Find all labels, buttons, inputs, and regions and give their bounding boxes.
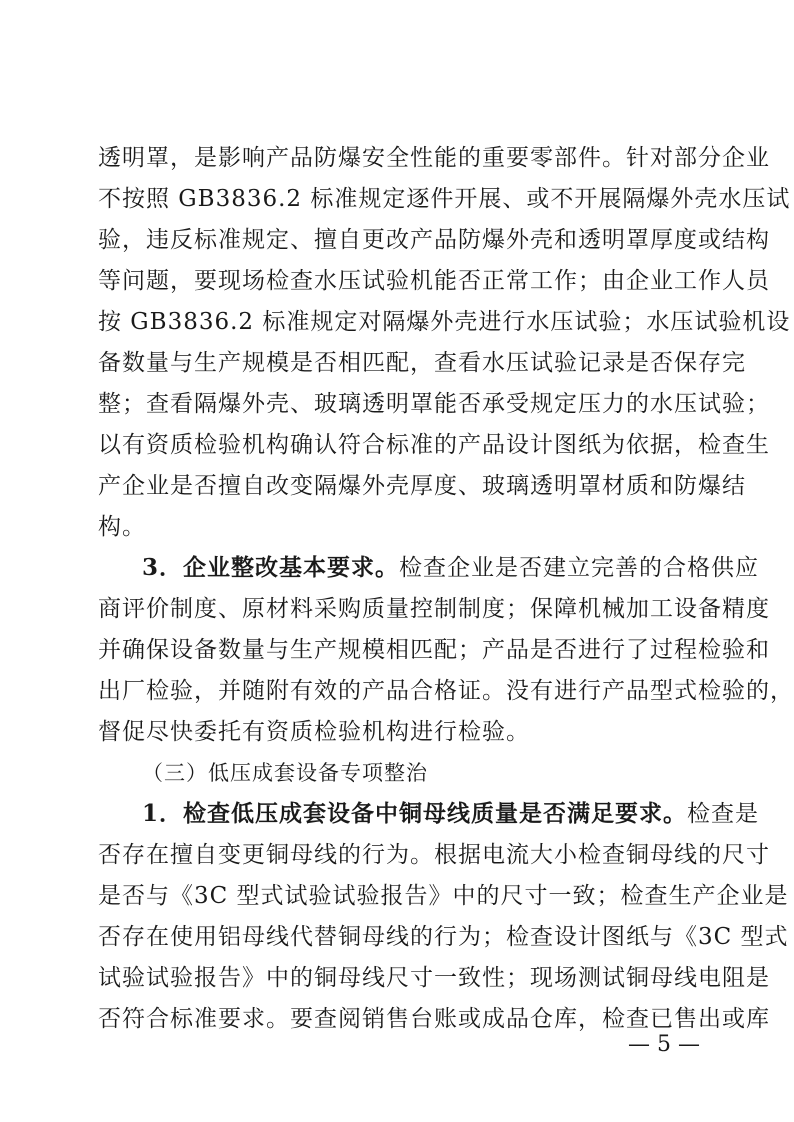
paragraph-3-line-3: 是否与《3C 型式试验试验报告》中的尺寸一致；检查生产企业是: [98, 883, 789, 909]
paragraph-2-line-3: 并确保设备数量与生产规模相匹配；产品是否进行了过程检验和: [98, 637, 770, 663]
section-heading: （三）低压成套设备专项整治: [142, 761, 428, 785]
paragraph-1-line-2: 不按照 GB3836.2 标准规定逐件开展、或不开展隔爆外壳水压试: [98, 186, 791, 212]
paragraph-1-line-8: 以有资质检验机构确认符合标准的产品设计图纸为依据，检查生: [98, 432, 770, 458]
paragraph-3-first-line-rest: 检查是: [687, 801, 760, 827]
paragraph-2-line-5: 督促尽快委托有资质检验机构进行检验。: [98, 719, 530, 745]
paragraph-1-line-1: 透明罩，是影响产品防爆安全性能的重要零部件。针对部分企业: [98, 145, 770, 171]
paragraph-1-line-3: 验，违反标准规定、擅自更改产品防爆外壳和透明罩厚度或结构: [98, 227, 770, 253]
paragraph-2-line-2: 商评价制度、原材料采购质量控制制度；保障机械加工设备精度: [98, 596, 770, 622]
paragraph-1-line-7: 整；查看隔爆外壳、玻璃透明罩能否承受规定压力的水压试验；: [98, 391, 770, 417]
paragraph-3-line-2: 否存在擅自变更铜母线的行为。根据电流大小检查铜母线的尺寸: [98, 842, 770, 868]
paragraph-3-heading: 1．检查低压成套设备中铜母线质量是否满足要求。: [142, 800, 688, 827]
page-number: — 5 —: [628, 1032, 700, 1057]
paragraph-1-line-4: 等问题，要现场检查水压试验机能否正常工作；由企业工作人员: [98, 268, 770, 294]
paragraph-3-line-6: 否符合标准要求。要查阅销售台账或成品仓库，检查已售出或库: [98, 1006, 770, 1032]
paragraph-3-first-line: [142, 794, 760, 834]
paragraph-2-line-4: 出厂检验，并随附有效的产品合格证。没有进行产品型式检验的，: [98, 678, 794, 704]
paragraph-3-line-5: 试验试验报告》中的铜母线尺寸一致性；现场测试铜母线电阻是: [98, 965, 770, 991]
paragraph-2-first-line-rest: 检查企业是否建立完善的合格供应: [399, 555, 760, 581]
paragraph-2-heading: 3．企业整改基本要求。: [142, 554, 400, 581]
paragraph-1-line-9: 产企业是否擅自改变隔爆外壳厚度、玻璃透明罩材质和防爆结: [98, 473, 746, 499]
paragraph-1-line-10: 构。: [98, 514, 146, 540]
paragraph-1-line-5: 按 GB3836.2 标准规定对隔爆外壳进行水压试验；水压试验机设: [98, 309, 791, 335]
paragraph-3-line-4: 否存在使用铝母线代替铜母线的行为；检查设计图纸与《3C 型式: [98, 924, 789, 950]
paragraph-2-first-line: [142, 548, 760, 588]
paragraph-1-line-6: 备数量与生产规模是否相匹配，查看水压试验记录是否保存完: [98, 350, 746, 376]
